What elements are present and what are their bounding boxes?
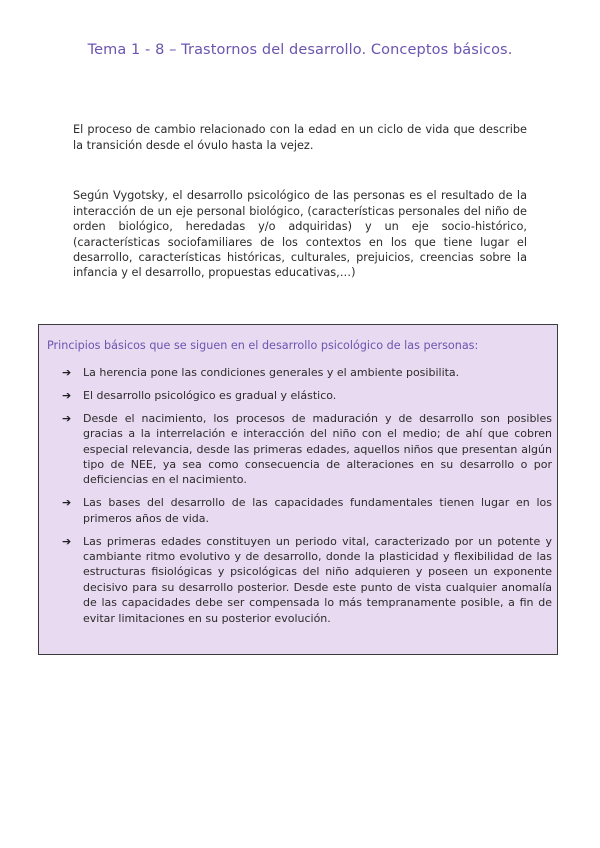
list-item-text: Las bases del desarrollo de las capacidades fundamentales tienen lugar en los primeros años de vida.	[83, 496, 552, 525]
arrow-right-icon: ➔	[62, 366, 72, 379]
arrow-right-icon: ➔	[62, 388, 72, 402]
list-item	[39, 365, 555, 380]
vygotsky-paragraph: Según Vygotsky, el desarrollo psicológico de las personas es el resultado de la interacción de un eje personal biológico, (características personales del niño de orden biológico, heredadas y/o adquiridas) y un eje socio-histórico, (características sociofamiliares de los contextos en los que tiene lugar el desarrollo, características históricas, culturales, prejuicios, creencias sobre la infancia y el desarrollo, propuestas educativas,…)	[73, 189, 527, 280]
list-item-text: Las primeras edades constituyen un periodo vital, caracterizado por un potente y cambiante ritmo evolutivo y de desarrollo, donde la plasticidad y flexibilidad de las estructuras fisiológicas y psicológicas del niño adquieren y poseen un exponente decisivo para su desarrollo posterior. Desde este punto de vista cualquier anomalía de las capacidades debe ser compensada lo más tempranamente posible, a fin de evitar limitaciones en su posterior evolución.	[83, 534, 552, 625]
list-item-text: Desde el nacimiento, los procesos de maduración y de desarrollo son posibles gracias a la interrelación e interacción del niño con el medio; de ahí que cobren especial relevancia, desde las primeras edades, aquellos niños que presentan algún tipo de NEE, ya sea como consecuencia de alteraciones en su desarrollo o por deficiencias en el nacimiento.	[83, 411, 552, 487]
list-item-text: La herencia pone las condiciones generales y el ambiente posibilita.	[83, 366, 460, 379]
page-title: Tema 1 - 8 – Trastornos del desarrollo. Conceptos básicos.	[87, 42, 513, 58]
list-item	[39, 534, 555, 626]
list-item	[39, 411, 555, 488]
principles-list	[39, 365, 555, 634]
list-item-text: El desarrollo psicológico es gradual y elástico.	[83, 388, 337, 402]
principles-box	[38, 324, 558, 655]
principles-heading: Principios básicos que se siguen en el desarrollo psicológico de las personas:	[47, 339, 479, 352]
definition-paragraph: El proceso de cambio relacionado con la edad en un ciclo de vida que describe la transición desde el óvulo hasta la vejez.	[73, 123, 527, 152]
arrow-right-icon: ➔	[62, 534, 72, 548]
list-item	[39, 495, 555, 526]
list-item	[39, 388, 555, 403]
arrow-right-icon: ➔	[62, 411, 72, 425]
arrow-right-icon: ➔	[62, 496, 72, 510]
